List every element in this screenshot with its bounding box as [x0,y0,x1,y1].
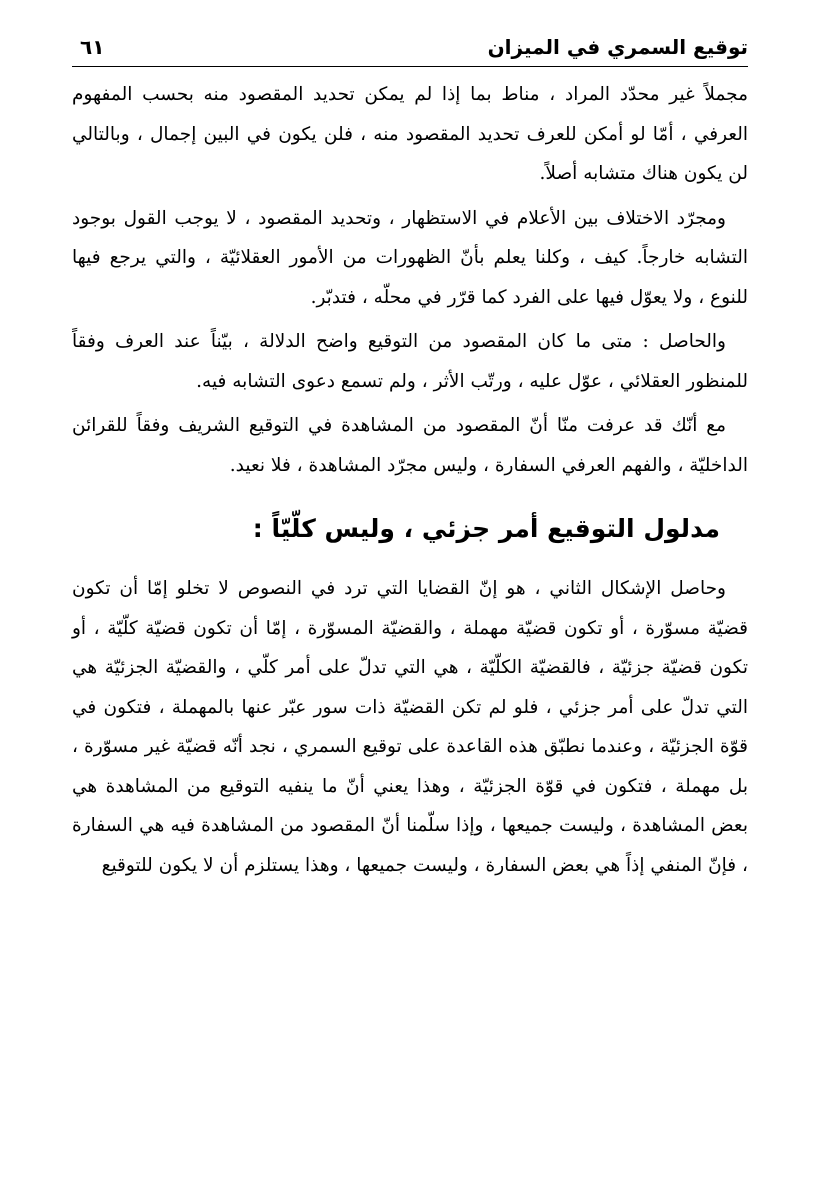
running-title: توقيع السمري في الميزان [487,35,748,59]
paragraph: مع أنّك قد عرفت منّا أنّ المقصود من المشاهدة في التوقيع الشريف وفقاً للقرائن الداخليّة ، والفهم العرفي السفارة ، وليس مجرّد المشاهدة ، فلا نعيد. [72,415,748,476]
book-page [72,28,748,1158]
section-heading: مدلول التوقيع أمر جزئي ، وليس كلّيّاً : [252,514,720,543]
page-header [72,28,748,67]
paragraph: ومجرّد الاختلاف بين الأعلام في الاستظهار ، وتحديد المقصود ، لا يوجب القول بوجود التشابه خارجاً. كيف ، وكلنا يعلم بأنّ الظهورات من الأمور العقلائيّة ، والتي يرجع فيها للنوع ، ولا يعوّل فيها على الفرد كما قرّر في محلّه ، فتدبّر. [72,207,748,308]
page-body [72,67,748,885]
page-number: ٦١ [80,35,105,59]
paragraph: وحاصل الإشكال الثاني ، هو إنّ القضايا التي ترد في النصوص لا تخلو إمّا أن تكون قضيّة مسوّرة ، أو تكون قضيّة مهملة ، والقضيّة المسوّرة ، إمّا أن تكون قضيّة كلّيّة ، أو تكون قضيّة جزئيّة ، فالقضيّة الكلّيّة ، هي التي تدلّ على أمر كلّي ، والقضيّة الجزئيّة هي التي تدلّ على أمر جزئي ، فلو لم تكن القضيّة ذات سور عبّر عنها بالمهملة ، فتكون في قوّة الجزئيّة ، وعندما نطبّق هذه القاعدة على توقيع السمري ، نجد أنّه قضيّة غير مسوّرة ، بل مهملة ، فتكون في قوّة الجزئيّة ، وهذا يعني أنّ ما ينفيه التوقيع من المشاهدة هي بعض المشاهدة ، وليست جميعها ، وإذا سلّمنا أنّ المقصود من المشاهدة فيه هي السفارة ، فإنّ المنفي إذاً هي بعض السفارة ، وليست جميعها ، وهذا يستلزم أن لا يكون للتوقيع [72,578,748,876]
paragraph: والحاصل : متى ما كان المقصود من التوقيع واضح الدلالة ، بيّناً عند العرف وفقاً للمنظور العقلائي ، عوّل عليه ، ورتّب الأثر ، ولم تسمع دعوى التشابه فيه. [72,331,748,392]
paragraph: مجملاً غير محدّد المراد ، مناط بما إذا لم يمكن تحديد المقصود منه بحسب المفهوم العرفي ، أمّا لو أمكن للعرف تحديد المقصود منه ، فلن يكون في البين إجمال ، وبالتالي لن يكون هناك متشابه أصلاً. [72,84,748,184]
